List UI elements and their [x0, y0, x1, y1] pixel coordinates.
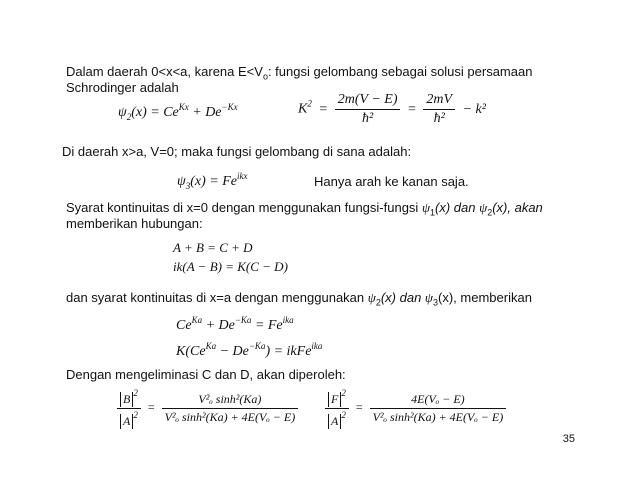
eq5-l2-e3: ika [311, 341, 323, 351]
intro-line1-sub: o [262, 71, 268, 82]
equation-boundary-2: ik(A − B) = K(C − D) [173, 259, 288, 274]
eq1-mid: + De [188, 105, 222, 120]
equation-continuity-a-2 [176, 341, 322, 360]
eq1-exp2: −Kx [221, 102, 238, 112]
para3-c: (x), akan [492, 200, 543, 215]
psi-symbol: ψ [118, 105, 127, 120]
note-right-only: Hanya arah ke kanan saja. [314, 174, 469, 189]
para3-psi1: ψ [421, 200, 431, 215]
intro-line1: Dalam daerah 0<x<a, karena E<V [66, 64, 263, 79]
paragraph-region3: Di daerah x>a, V=0; maka fungsi gelombang di sana adalah: [62, 144, 412, 159]
equation-K-squared [298, 92, 486, 127]
eq2-frac2-num: 2mV [423, 92, 455, 110]
para4-c: (x), memberikan [438, 290, 532, 305]
eq1-exp1: Kx [178, 102, 189, 112]
eq7-num: 4E(Vₒ − E) [370, 392, 507, 409]
eq6-B: B [120, 392, 133, 407]
eq3-body: (x) = Fe [190, 174, 237, 189]
eq2-equals-1: = [319, 101, 328, 117]
paragraph-intro-line2: Schrodinger adalah [66, 80, 179, 95]
eq6-den: V²ₒ sinh²(Ka) + 4E(Vₒ − E) [164, 410, 296, 424]
intro-line1-tail: : fungsi gelombang sebagai solusi persamaan [267, 64, 533, 79]
eq3-exp: ikx [236, 171, 248, 181]
eq6-right-frac [162, 392, 299, 425]
eq7-den: V²ₒ sinh²(Ka) + 4E(Vₒ − E) [372, 410, 504, 424]
psi-sub: 2 [126, 112, 132, 122]
page-number: 35 [562, 433, 575, 445]
K-symbol: K [298, 101, 308, 117]
eq6-A: A [120, 414, 133, 429]
eq7-left-frac: $\frac{F ^2}{A ^2}$ [325, 388, 349, 429]
eq5-l1-e1: Ka [191, 315, 203, 325]
para3-psi2-sub: 2 [487, 207, 493, 218]
eq1-arg: (x) = Ce [131, 105, 179, 120]
K-sup: 2 [307, 98, 312, 109]
para3-a: Syarat kontinuitas di x=0 dengan menggunakan fungsi-fungsi [66, 200, 422, 215]
para3-psi2: ψ [479, 200, 488, 215]
eq2-tail: − k² [462, 101, 486, 117]
eq5-l2-a: K(Ce [176, 344, 206, 359]
equation-psi2 [118, 102, 238, 122]
equation-B-over-A: $\frac{B ^2}{A ^2}$ = $\frac{\text{V²ₒ sinh²(Ka)}}{\text{V²ₒ sinh²(Ka) + 4E(Vₒ − E)}}$ [117, 388, 298, 429]
eq5-l1-e3: ika [282, 315, 294, 325]
para3-b: (x) dan [435, 200, 480, 215]
paragraph-continuity-0-line2: memberikan hubungan: [66, 216, 203, 231]
para4-a: dan syarat kontinuitas di x=a dengan menggunakan [66, 290, 368, 305]
para4-psi3-sub: 3 [433, 297, 439, 308]
paragraph-eliminate: Dengan mengeliminasi C dan D, akan diperoleh: [66, 367, 346, 382]
eq7-right-frac [370, 392, 507, 425]
para4-psi3: ψ [424, 290, 433, 305]
equation-F-over-A: $\frac{F ^2}{A ^2}$ = $\frac{\text{4E(Vₒ − E)}}{\text{V²ₒ sinh²(Ka) + 4E(Vₒ − E)}}$ [325, 388, 506, 429]
eq6-left-frac: $\frac{B ^2}{A ^2}$ [117, 388, 141, 429]
equation-continuity-a-1 [176, 315, 294, 334]
para4-psi2-sub: 2 [375, 297, 381, 308]
eq5-l1-b: + De [202, 318, 235, 333]
paragraph-continuity-a [66, 290, 532, 311]
psi3-sub: 3 [185, 181, 191, 191]
eq5-l2-e1: Ka [205, 341, 217, 351]
eq5-l2-b: − De [216, 344, 249, 359]
eq2-frac2 [423, 92, 455, 127]
eq5-l1-e2: −Ka [234, 315, 252, 325]
eq5-l1-c: = Fe [251, 318, 283, 333]
eq7-F: F [328, 392, 341, 407]
para3-psi1-sub: 1 [430, 207, 436, 218]
eq2-frac1-num: 2m(V − E) [335, 92, 401, 110]
eq7-A: A [328, 414, 341, 429]
para4-psi2: ψ [367, 290, 376, 305]
eq2-equals-2: = [407, 101, 416, 117]
eq2-frac1-den: ħ² [362, 111, 374, 126]
para4-b: (x) dan [380, 290, 425, 305]
eq2-frac2-den: ħ² [433, 111, 445, 126]
equation-boundary-1: A + B = C + D [173, 240, 253, 255]
eq2-frac1 [335, 92, 401, 127]
psi3-symbol: ψ [177, 174, 186, 189]
equation-psi3 [177, 171, 247, 191]
eq6-num: V²ₒ sinh²(Ka) [162, 392, 299, 409]
eq5-l2-e2: −Ka [248, 341, 266, 351]
eq5-l2-c: ) = ikFe [265, 344, 312, 359]
eq5-l1-a: Ce [176, 318, 192, 333]
